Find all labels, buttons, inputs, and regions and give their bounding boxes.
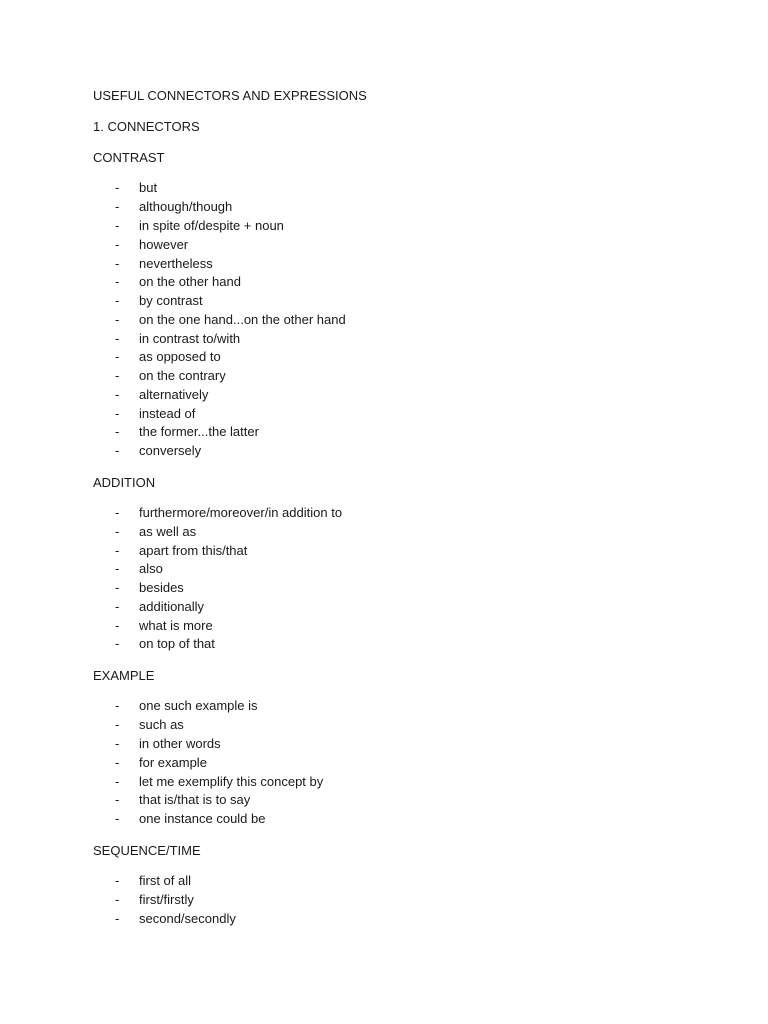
list-item [0,580,768,596]
list-item-text: nevertheless [139,256,213,271]
list-item [0,873,768,889]
list-bullet: - [115,698,120,713]
list-bullet: - [115,561,120,576]
list-item [0,599,768,615]
list-bullet: - [115,293,120,308]
list-item-text: on the one hand...on the other hand [139,312,346,327]
list-bullet: - [115,256,120,271]
list-bullet: - [115,349,120,364]
group-heading-sequence-time: SEQUENCE/TIME [93,843,201,858]
list-bullet: - [115,180,120,195]
list-bullet: - [115,443,120,458]
list-item [0,524,768,540]
list-item [0,274,768,290]
list-item-text: on the other hand [139,274,241,289]
list-bullet: - [115,387,120,402]
list-item-text: alternatively [139,387,209,402]
list-item-text: on the contrary [139,368,226,383]
list-bullet: - [115,199,120,214]
list-item [0,811,768,827]
list-item [0,636,768,652]
list-item-text: in spite of/despite + noun [139,218,284,233]
list-item-text: first/firstly [139,892,194,907]
list-item-text: but [139,180,158,195]
list-item-text: let me exemplify this concept by [139,774,324,789]
list-bullet: - [115,237,120,252]
list-item [0,368,768,384]
list-item-text: besides [139,580,184,595]
list-bullet: - [115,331,120,346]
list-item-text: that is/that is to say [139,792,251,807]
list-bullet: - [115,911,120,926]
list-bullet: - [115,368,120,383]
list-item [0,892,768,908]
list-item [0,256,768,272]
list-bullet: - [115,312,120,327]
list-bullet: - [115,524,120,539]
list-bullet: - [115,873,120,888]
list-item [0,736,768,752]
list-item-text: first of all [139,873,192,888]
list-bullet: - [115,580,120,595]
list-item [0,237,768,253]
list-bullet: - [115,811,120,826]
list-item [0,331,768,347]
list-item [0,505,768,521]
list-item-text: second/secondly [139,911,236,926]
list-bullet: - [115,618,120,633]
list-item [0,293,768,309]
list-item [0,911,768,927]
list-item [0,698,768,714]
list-item-text: on top of that [139,636,215,651]
list-item-text: additionally [139,599,205,614]
list-bullet: - [115,274,120,289]
list-item [0,755,768,771]
list-item [0,561,768,577]
list-bullet: - [115,792,120,807]
list-item-text: by contrast [139,293,203,308]
list-item-text: conversely [139,443,202,458]
group-heading-contrast: CONTRAST [93,150,165,165]
list-bullet: - [115,636,120,651]
list-item-text: instead of [139,406,196,421]
list-item-text: apart from this/that [139,543,248,558]
list-item [0,543,768,559]
list-bullet: - [115,755,120,770]
list-item-text: as well as [139,524,197,539]
list-item-text: also [139,561,163,576]
list-item-text: furthermore/moreover/in addition to [139,505,343,520]
list-item-text: for example [139,755,207,770]
list-bullet: - [115,424,120,439]
list-item-text: however [139,237,189,252]
list-item [0,312,768,328]
list-bullet: - [115,717,120,732]
group-heading-addition: ADDITION [93,475,156,490]
list-item [0,406,768,422]
list-bullet: - [115,218,120,233]
list-item [0,443,768,459]
list-item-text: such as [139,717,184,732]
list-item [0,387,768,403]
list-item [0,199,768,215]
list-item [0,424,768,440]
list-bullet: - [115,774,120,789]
list-item-text: one such example is [139,698,258,713]
list-item-text: as opposed to [139,349,221,364]
list-item [0,349,768,365]
list-bullet: - [115,599,120,614]
list-bullet: - [115,505,120,520]
list-item-text: the former...the latter [139,424,259,439]
list-bullet: - [115,892,120,907]
section-heading: 1. CONNECTORS [93,119,200,134]
list-item-text: in other words [139,736,221,751]
list-item-text: in contrast to/with [139,331,241,346]
list-item [0,792,768,808]
list-bullet: - [115,736,120,751]
document-title: USEFUL CONNECTORS AND EXPRESSIONS [93,88,367,103]
list-item-text: one instance could be [139,811,266,826]
list-item [0,218,768,234]
group-heading-example: EXAMPLE [93,668,155,683]
list-item [0,717,768,733]
list-item [0,180,768,196]
list-item-text: what is more [139,618,213,633]
list-bullet: - [115,406,120,421]
list-item [0,774,768,790]
list-bullet: - [115,543,120,558]
list-item [0,618,768,634]
list-item-text: although/though [139,199,233,214]
